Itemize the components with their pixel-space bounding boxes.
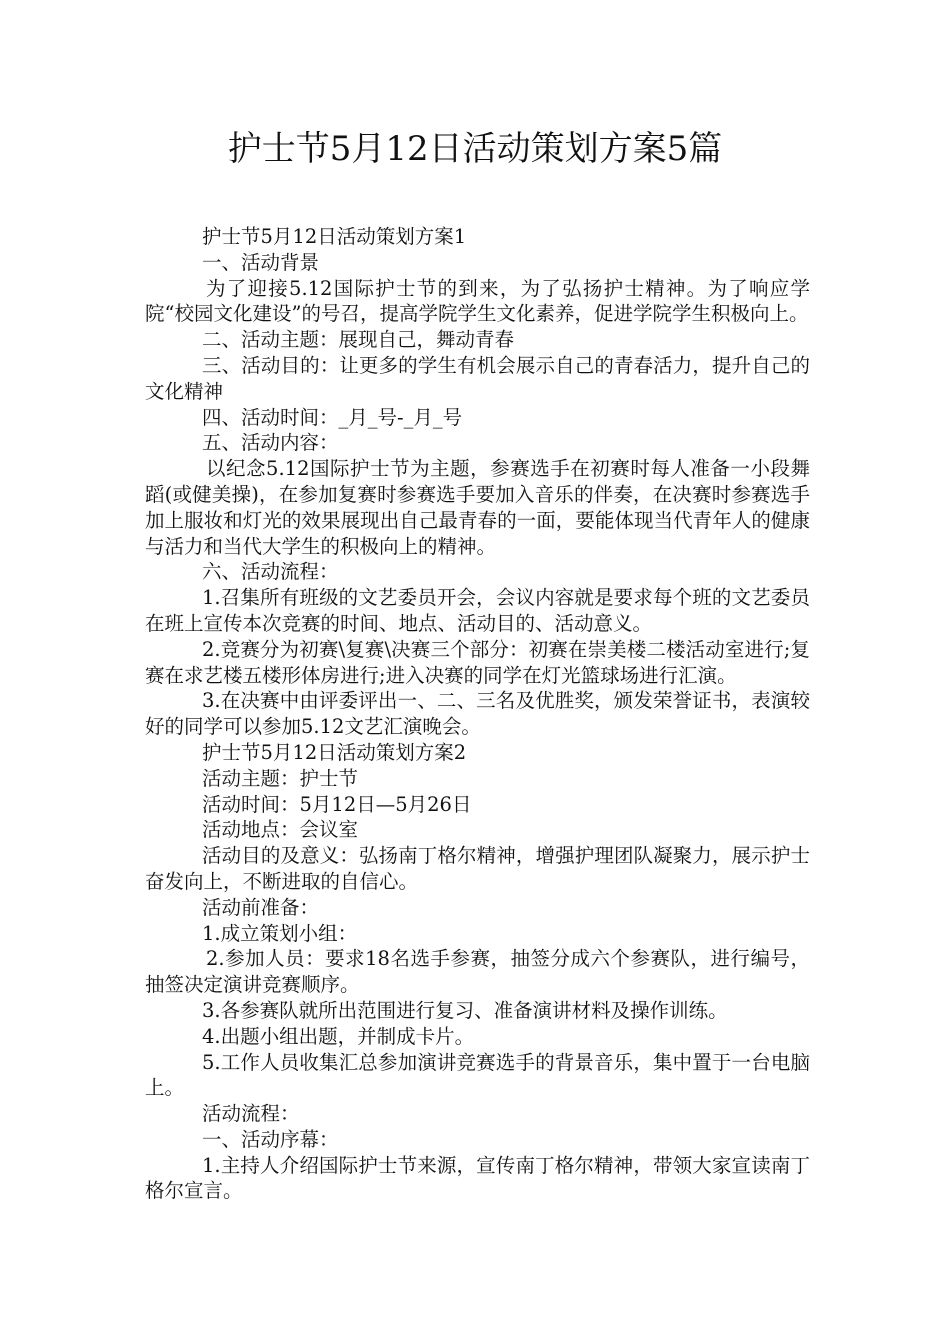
document-paragraph: 2.竞赛分为初赛\复赛\决赛三个部分：初赛在崇美楼二楼活动室进行;复赛在求艺楼五楼形体房进行;进入决赛的同学在灯光篮球场进行汇演。: [145, 637, 810, 687]
document-paragraph: 3.各参赛队就所出范围进行复习、准备演讲材料及操作训练。: [202, 998, 728, 1022]
document-paragraph: 活动流程：: [202, 1102, 300, 1126]
document-paragraph: 一、活动序幕：: [202, 1127, 339, 1151]
document-paragraph: 1.主持人介绍国际护士节来源，宣传南丁格尔精神，带领大家宣读南丁格尔宣言。: [145, 1153, 810, 1203]
document-paragraph: 以纪念5.12国际护士节为主题，参赛选手在初赛时每人准备一小段舞蹈(或健美操)，在参加复赛时参赛选手要加入音乐的伴奏，在决赛时参赛选手加上服妆和灯光的效果展现出自己最青春的一面，要能体现当代青年人的健康与活力和当代大学生的积极向上的精神。: [145, 457, 810, 558]
document-paragraph: 活动时间：5月12日—5月26日: [202, 792, 472, 816]
document-paragraph: 活动地点：会议室: [202, 818, 359, 842]
document-paragraph: 4.出题小组出题，并制成卡片。: [202, 1024, 475, 1048]
document-paragraph: 活动前准备：: [202, 895, 320, 919]
document-body: [145, 224, 810, 1204]
document-paragraph: 为了迎接5.12国际护士节的到来，为了弘扬护士精神。为了响应学院“校园文化建设”的号召，提高学院学生文化素养，促进学院学生积极向上。: [145, 276, 810, 326]
document-paragraph: 四、活动时间：_月_号-_月_号: [202, 405, 463, 429]
document-paragraph: 三、活动目的：让更多的学生有机会展示自己的青春活力，提升自己的文化精神: [145, 353, 810, 403]
document-paragraph: 活动目的及意义：弘扬南丁格尔精神，增强护理团队凝聚力，展示护士奋发向上，不断进取的自信心。: [145, 844, 810, 893]
document-paragraph: 一、活动背景: [202, 250, 320, 274]
document-paragraph: 六、活动流程：: [202, 560, 339, 584]
document-paragraph: 3.在决赛中由评委评出一、二、三名及优胜奖，颁发荣誉证书，表演较好的同学可以参加5.12文艺汇演晚会。: [145, 689, 810, 739]
document-paragraph: 1.召集所有班级的文艺委员开会，会议内容就是要求每个班的文艺委员在班上宣传本次竞赛的时间、地点、活动目的、活动意义。: [145, 586, 810, 635]
document-title: 护士节5月12日活动策划方案5篇: [227, 129, 723, 169]
document-paragraph: 5.工作人员收集汇总参加演讲竞赛选手的背景音乐，集中置于一台电脑上。: [145, 1050, 810, 1100]
document-paragraph: 护士节5月12日活动策划方案2: [202, 740, 467, 764]
document-paragraph: 护士节5月12日活动策划方案1: [202, 225, 467, 248]
document-paragraph: 二、活动主题：展现自己，舞动青春: [202, 328, 515, 352]
document-paragraph: 2.参加人员：要求18名选手参赛，抽签分成六个参赛队，进行编号，抽签决定演讲竞赛顺序。: [145, 947, 810, 997]
document-paragraph: 1.成立策划小组：: [202, 921, 358, 945]
document-paragraph: 五、活动内容：: [202, 431, 339, 455]
document-paragraph: 活动主题：护士节: [202, 766, 359, 790]
